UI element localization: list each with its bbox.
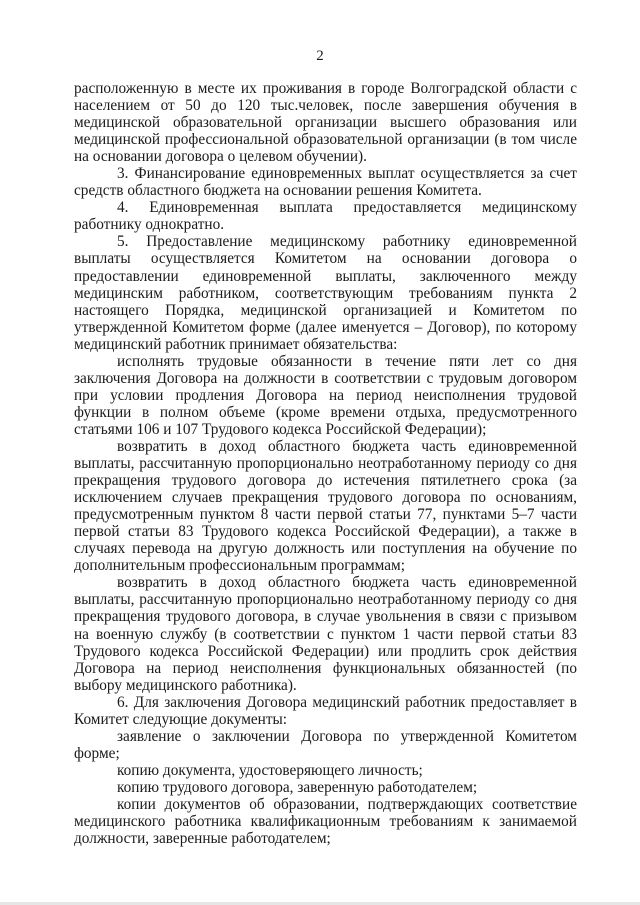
obligation-military-service: возвратить в доход областного бюджета часть единовременной выплаты, рассчитанную пропорционально неотработанному периоду со дня прекращения трудового договора, в случае увольнения в связи с призывом на военную службу (в соответствии с пунктом 1 части первой статьи 83 Трудового кодекса Российской Федерации) или продлить срок действия Договора на период неисполнения функциональных обязанностей (по выбору медицинского работника). bbox=[74, 574, 577, 694]
paragraph-item-3-financing: 3. Финансирование единовременных выплат осуществляется за счет средств областного бюджета на основании решения Комитета. bbox=[74, 165, 577, 200]
document-application: заявление о заключении Договора по утвержденной Комитетом форме; bbox=[74, 727, 577, 762]
paragraph-continuation: расположенную в месте их проживания в городе Волгоградской области с населением от 50 до 120 тыс.человек, после завершения обучения в медицинской образовательной организации высшего образования или медицинской профессиональной образовательной организации (в том числе на основании договора о целевом обучении). bbox=[74, 80, 577, 166]
obligation-work-five-years: исполнять трудовые обязанности в течение пяти лет со дня заключения Договора на должности в соответствии с трудовым договором при условии продления Договора на период неисполнения трудовой функции в полном объеме (кроме времени отдыха, предусмотренного статьями 106 и 107 Трудового кодекса Российской Федерации); bbox=[74, 352, 577, 438]
paragraph-item-5-agreement: 5. Предоставление медицинскому работнику единовременной выплаты осуществляется Комитетом на основании договора о предоставлении единовременной выплаты, заключенного между медицинским работником, соответствующим требованиям пункта 2 настоящего Порядка, медицинской организацией и Комитетом по утвержденной Комитетом форме (далее именуется – Договор), по которому медицинский работник принимает обязательства: bbox=[74, 233, 577, 353]
paragraph-item-6-documents: 6. Для заключения Договора медицинский работник предоставляет в Комитет следующие документы: bbox=[74, 693, 577, 728]
obligation-return-payment: возвратить в доход областного бюджета часть единовременной выплаты, рассчитанную пропорционально неотработанному периоду со дня прекращения трудового договора до истечения пятилетнего срока (за исключением случаев прекращения трудового договора по основаниям, предусмотренным пунктом 8 части первой статьи 77, пунктами 5–7 части первой статьи 83 Трудового кодекса Российской Федерации), а также в случаях перевода на другую должность или поступления на обучение по дополнительным профессиональным программам; bbox=[74, 437, 577, 575]
document-identity-copy: копию документа, удостоверяющего личность; bbox=[117, 761, 423, 779]
page-number: 2 bbox=[316, 48, 324, 64]
document-body bbox=[74, 80, 577, 847]
document-education-copies: копии документов об образовании, подтверждающих соответствие медицинского работника квалификационным требованиям к занимаемой должности, заверенные работодателем; bbox=[74, 795, 577, 848]
document-labor-contract-copy: копию трудового договора, заверенную работодателем; bbox=[117, 778, 478, 796]
paragraph-item-4-one-time: 4. Единовременная выплата предоставляется медицинскому работнику однократно. bbox=[74, 199, 577, 234]
